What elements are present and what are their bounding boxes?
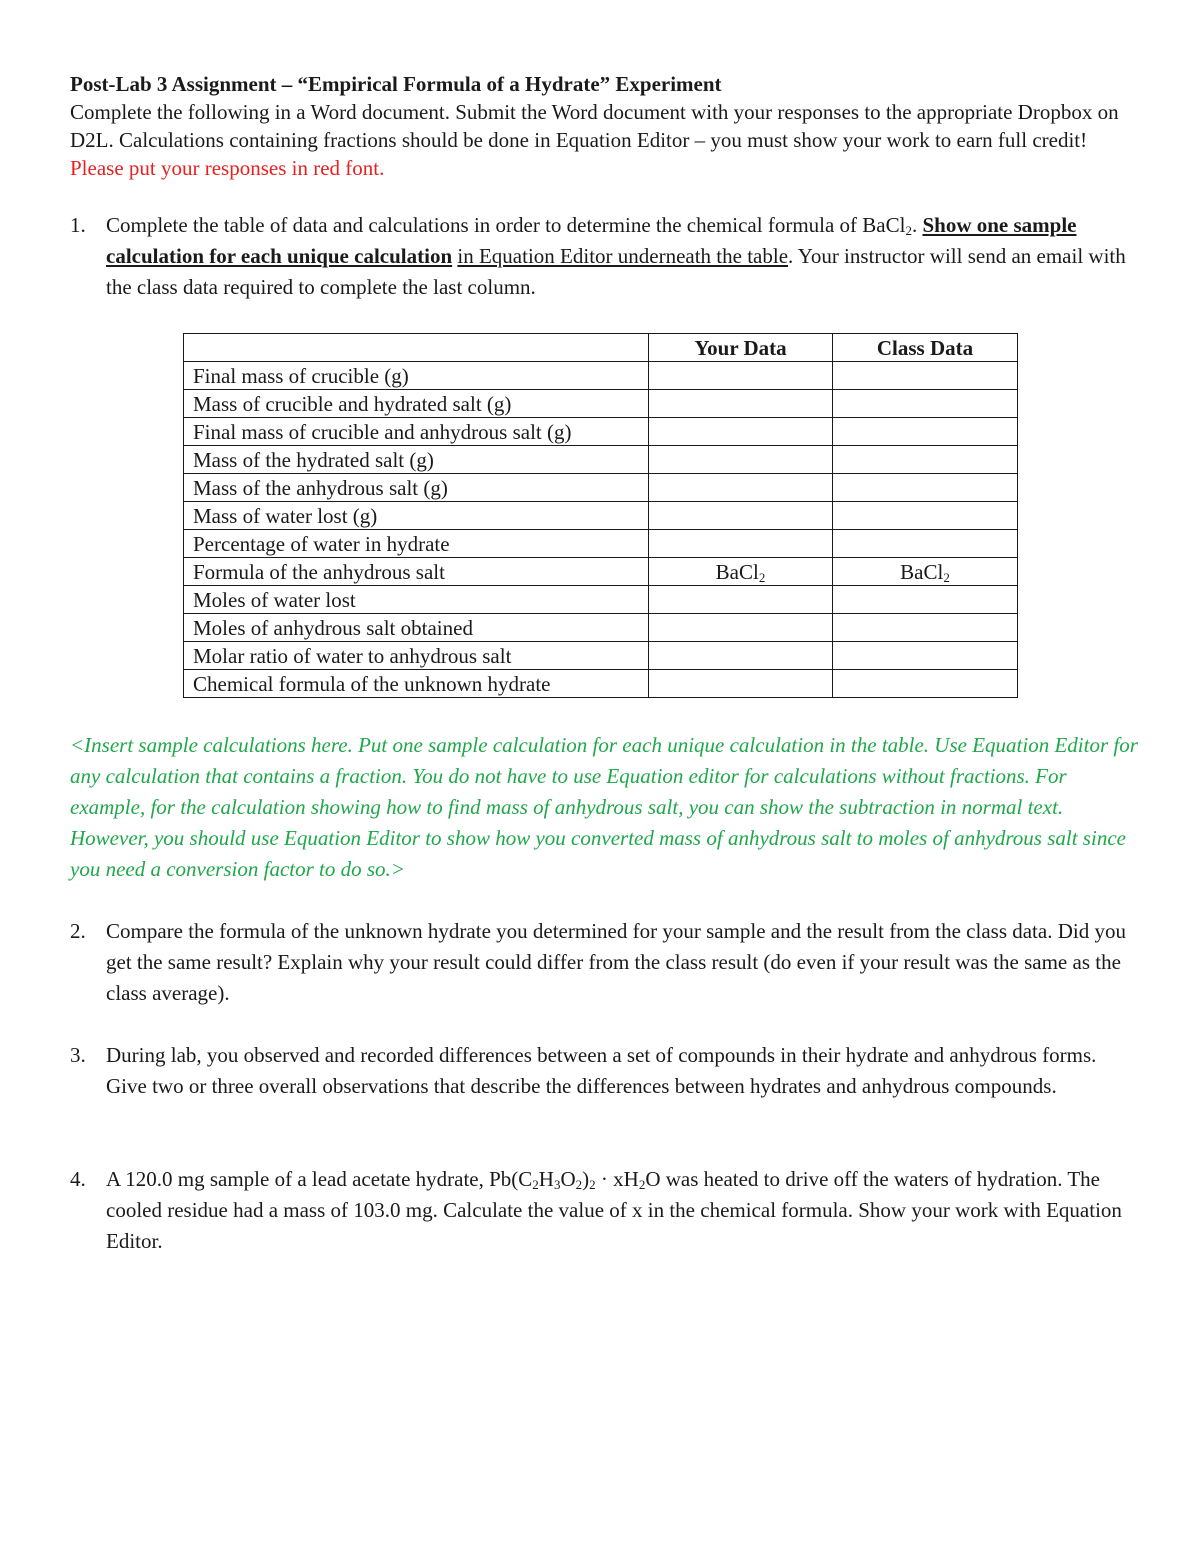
q1-subscript: 2 [905, 223, 912, 238]
your-data-cell[interactable] [649, 558, 833, 586]
class-data-cell[interactable] [833, 614, 1018, 642]
assignment-title: Post-Lab 3 Assignment – “Empirical Formula of a Hydrate” Experiment [70, 72, 722, 96]
formula-subscript: 2 [758, 569, 766, 585]
assignment-header [70, 70, 1140, 182]
question-number: 4. [70, 1167, 86, 1191]
formula-subscript: 2 [943, 569, 950, 585]
q4-text: ) [582, 1167, 590, 1191]
class-data-cell[interactable] [833, 502, 1018, 530]
question-number: 3. [70, 1043, 86, 1067]
table-row [184, 362, 1018, 390]
class-data-cell[interactable] [833, 670, 1018, 698]
class-data-cell[interactable] [833, 390, 1018, 418]
row-label: Mass of the hydrated salt (g) [184, 446, 649, 474]
question-1 [70, 210, 1140, 303]
question-text [106, 1164, 1140, 1257]
row-label: Moles of anhydrous salt obtained [184, 614, 649, 642]
table-row [184, 642, 1018, 670]
q4-text: O [560, 1167, 576, 1191]
your-data-cell[interactable] [649, 586, 833, 614]
q4-text: H [538, 1167, 554, 1191]
table-row [184, 558, 1018, 586]
assignment-instructions [70, 98, 1140, 182]
q4-subscript: 2 [638, 1177, 646, 1192]
formula-text: BaCl [900, 559, 944, 584]
row-label: Final mass of crucible (g) [184, 362, 649, 390]
table-row [184, 530, 1018, 558]
q4-subscript: 2 [589, 1177, 596, 1192]
table-row [184, 474, 1018, 502]
your-data-cell[interactable] [649, 642, 833, 670]
class-data-cell[interactable] [833, 362, 1018, 390]
q4-subscript: 2 [532, 1177, 539, 1192]
row-label: Mass of water lost (g) [184, 502, 649, 530]
row-label: Percentage of water in hydrate [184, 530, 649, 558]
table-row [184, 502, 1018, 530]
row-label: Mass of crucible and hydrated salt (g) [184, 390, 649, 418]
table-row [184, 614, 1018, 642]
question-2 [70, 916, 1140, 1009]
your-data-cell[interactable] [649, 474, 833, 502]
table-row [184, 446, 1018, 474]
instructions-red-text: Please put your responses in red font. [70, 156, 385, 180]
your-data-cell[interactable] [649, 390, 833, 418]
row-label: Final mass of crucible and anhydrous salt (g) [184, 418, 649, 446]
q4-text: · xH [595, 1167, 639, 1191]
q1-text-a: Complete the table of data and calculations in order to determine the chemical formula of BaCl [106, 213, 906, 237]
q1-text-b: . Your instructor will send an email with the class data required to complete the last column. [106, 244, 1126, 299]
class-data-cell[interactable] [833, 642, 1018, 670]
your-data-cell[interactable] [649, 418, 833, 446]
your-data-cell[interactable] [649, 362, 833, 390]
question-number: 1. [70, 213, 86, 237]
row-label: Mass of the anhydrous salt (g) [184, 474, 649, 502]
your-data-cell[interactable] [649, 446, 833, 474]
question-text: Compare the formula of the unknown hydrate you determined for your sample and the result from the class data. Did you get the same result? Explain why your result could differ from the class result (do even if your result was the same as the class average). [106, 919, 1126, 1005]
class-data-cell[interactable] [833, 530, 1018, 558]
q1-bold-underline: Show one sample calculation for each unique calculation [106, 213, 1077, 268]
header-your-data: Your Data [649, 334, 833, 362]
header-label [184, 334, 649, 362]
formula-text: BaCl [715, 559, 759, 584]
row-label: Molar ratio of water to anhydrous salt [184, 642, 649, 670]
header-class-data: Class Data [833, 334, 1018, 362]
your-data-cell[interactable] [649, 670, 833, 698]
question-4 [70, 1164, 1140, 1257]
row-label: Formula of the anhydrous salt [184, 558, 649, 586]
table-row [184, 418, 1018, 446]
q1-text-end: . [911, 213, 918, 237]
table-row [184, 670, 1018, 698]
q1-underline: in Equation Editor underneath the table [457, 244, 789, 268]
question-text: During lab, you observed and recorded differences between a set of compounds in their hydrate and anhydrous forms. Give two or three overall observations that describe the differences between hydrates and anhydrous compounds. [106, 1043, 1097, 1098]
your-data-cell[interactable] [649, 614, 833, 642]
class-data-cell[interactable] [833, 586, 1018, 614]
your-data-cell[interactable] [649, 502, 833, 530]
question-text [106, 210, 1140, 303]
class-data-cell[interactable] [833, 474, 1018, 502]
q4-subscript: 2 [575, 1177, 583, 1192]
sample-calculations-note: <Insert sample calculations here. Put one sample calculation for each unique calculation in the table. Use Equation Editor for any calculation that contains a fraction. You do not have to use Equation editor for calculations without fractions. For example, for the calculation showing how to find mass of anhydrous salt, you can show the subtraction in normal text. However, you should use Equation Editor to show how you converted mass of anhydrous salt to moles of anhydrous salt since you need a conversion factor to do so.> [70, 733, 1138, 881]
q4-text: A 120.0 mg sample of a lead acetate hydrate, Pb(C [106, 1167, 533, 1191]
q4-subscript: 3 [553, 1177, 561, 1192]
data-table [183, 333, 1018, 698]
question-number: 2. [70, 919, 86, 943]
class-data-cell[interactable] [833, 558, 1018, 586]
question-3 [70, 1040, 1140, 1102]
class-data-cell[interactable] [833, 418, 1018, 446]
table-header-row [184, 334, 1018, 362]
q4-text: O was heated to drive off the waters of hydration. The cooled residue had a mass of 103.0 mg. Calculate the value of x in the chemical formula. Show your work with Equation Editor. [106, 1167, 1122, 1253]
row-label: Chemical formula of the unknown hydrate [184, 670, 649, 698]
table-row [184, 586, 1018, 614]
row-label: Moles of water lost [184, 586, 649, 614]
instructions-text: Complete the following in a Word document. Submit the Word document with your responses to the appropriate Dropbox on D2L. Calculations containing fractions should be done in Equation Editor – you must show your work to earn full credit! [70, 100, 1119, 152]
table-row [184, 390, 1018, 418]
your-data-cell[interactable] [649, 530, 833, 558]
class-data-cell[interactable] [833, 446, 1018, 474]
